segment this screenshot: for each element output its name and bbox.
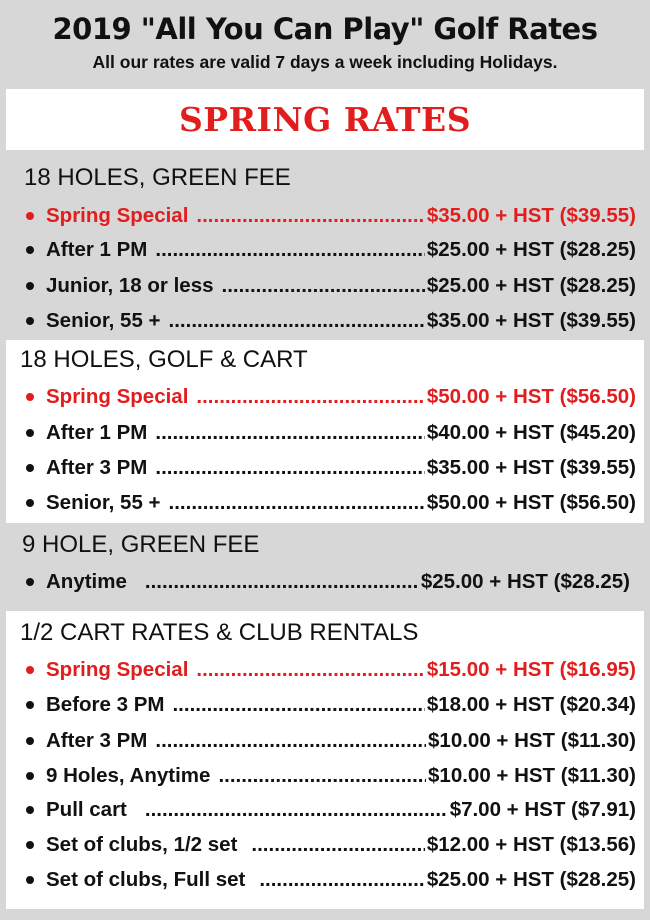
rate-price: $18.00 + HST ($20.34) [426,693,636,716]
rate-price: $12.00 + HST ($13.56) [426,833,636,856]
rate-price: $35.00 + HST ($39.55) [426,309,636,332]
rate-row [26,830,636,860]
bullet-icon [26,737,34,745]
section-18-holes-golf-cart [6,340,644,523]
bullet-icon [26,876,34,884]
section-title: 18 HOLES, GOLF & CART [20,346,308,373]
section-title: 18 HOLES, GREEN FEE [24,164,291,191]
page-title: 2019 "All You Can Play" Golf Rates [52,12,598,46]
rate-label: Anytime [46,570,127,593]
rate-label: Senior, 55 + [46,491,161,514]
rate-row [26,201,636,231]
page-subtitle: All our rates are valid 7 days a week including Holidays. [92,52,558,72]
bullet-icon [26,464,34,472]
dot-leader [145,798,448,822]
rate-label: 9 Holes, Anytime [46,764,211,787]
section-title: 1/2 CART RATES & CLUB RENTALS [20,619,419,646]
dot-leader [259,868,425,892]
dot-leader [196,385,424,409]
rate-price: $25.00 + HST ($28.25) [426,238,636,261]
rate-label: Senior, 55 + [46,309,161,332]
rate-row [26,655,636,685]
bullet-icon [26,499,34,507]
rate-row [26,271,636,301]
rate-label: After 3 PM [46,729,148,752]
rate-price: $15.00 + HST ($16.95) [426,658,636,681]
rate-row [26,865,636,895]
rate-label: After 1 PM [46,238,148,261]
dot-leader [251,833,424,857]
rate-label: Junior, 18 or less [46,274,214,297]
rate-label: After 3 PM [46,456,148,479]
dot-leader [145,570,419,594]
rate-label: Set of clubs, Full set [46,868,246,891]
bullet-icon [26,772,34,780]
rate-price: $25.00 + HST ($28.25) [426,274,636,297]
dot-leader [155,238,424,262]
bullet-icon [26,578,34,586]
rate-label: Before 3 PM [46,693,165,716]
dot-leader [155,456,424,480]
bullet-icon [26,429,34,437]
rate-row [26,235,636,265]
rate-label: Set of clubs, 1/2 set [46,833,238,856]
dot-leader [196,204,424,228]
rate-row [26,306,636,336]
bullet-icon [26,246,34,254]
rate-price: $25.00 + HST ($28.25) [420,570,630,593]
rate-label: After 1 PM [46,421,148,444]
rate-price: $50.00 + HST ($56.50) [426,491,636,514]
rate-row [26,488,636,518]
dot-leader [155,729,426,753]
rate-row [26,726,636,756]
rate-price: $50.00 + HST ($56.50) [426,385,636,408]
section-cart-club-rentals [6,611,644,909]
dot-leader [196,658,424,682]
rate-price: $35.00 + HST ($39.55) [426,204,636,227]
rate-price: $10.00 + HST ($11.30) [428,729,636,752]
bullet-icon [26,282,34,290]
dot-leader [172,693,424,717]
rate-row [26,418,636,448]
bullet-icon [26,806,34,814]
season-banner [6,89,644,150]
rate-price: $35.00 + HST ($39.55) [426,456,636,479]
rate-label: Spring Special [46,658,189,681]
rate-price: $7.00 + HST ($7.91) [449,798,636,821]
rate-label: Spring Special [46,385,189,408]
dot-leader [218,764,426,788]
bullet-icon [26,841,34,849]
dot-leader [169,491,425,515]
bullet-icon [26,701,34,709]
rate-price: $25.00 + HST ($28.25) [426,868,636,891]
bullet-icon [26,666,34,674]
rate-label: Spring Special [46,204,189,227]
dot-leader [155,421,424,445]
rate-row [26,761,636,791]
bullet-icon [26,212,34,220]
bullet-icon [26,317,34,325]
dot-leader [169,309,425,333]
season-banner-text: SPRING RATES [178,100,472,139]
rate-price: $40.00 + HST ($45.20) [426,421,636,444]
rate-label: Pull cart [46,798,127,821]
dot-leader [222,274,425,298]
rate-row [26,795,636,825]
rate-row [26,567,630,597]
rate-price: $10.00 + HST ($11.30) [428,764,636,787]
rate-row [26,690,636,720]
bullet-icon [26,393,34,401]
section-9-hole-green-fee [6,523,644,611]
section-title: 9 HOLE, GREEN FEE [22,531,260,558]
rate-row [26,453,636,483]
section-18-holes-green-fee [6,150,644,340]
rate-row [26,382,636,412]
